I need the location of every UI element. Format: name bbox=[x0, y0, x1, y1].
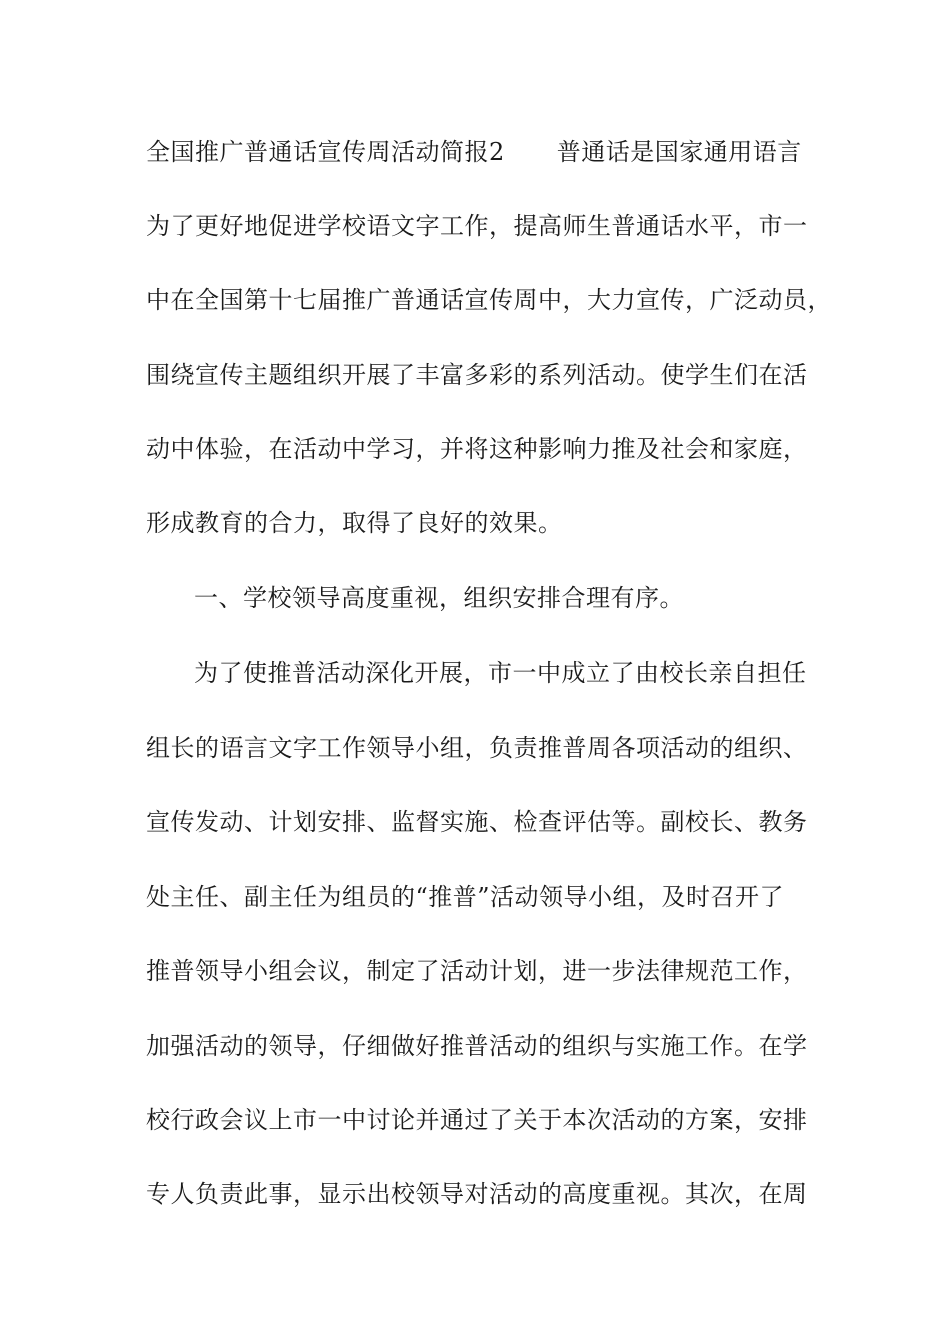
paragraph-line: 中在全国第十七届推广普通话宣传周中，大力宣传，广泛动员， bbox=[146, 286, 832, 314]
paragraph-line: 为了使推普活动深化开展，市一中成立了由校长亲自担任 bbox=[194, 659, 807, 687]
paragraph-line: 宣传发动、计划安排、监督实施、检查评估等。副校长、教务 bbox=[146, 808, 808, 836]
paragraph-line: 组长的语言文字工作领导小组，负责推普周各项活动的组织、 bbox=[146, 734, 808, 762]
paragraph-line: 形成教育的合力，取得了良好的效果。 bbox=[146, 509, 563, 537]
paragraph-line: 加强活动的领导，仔细做好推普活动的组织与实施工作。在学 bbox=[146, 1032, 808, 1060]
paragraph-line: 围绕宣传主题组织开展了丰富多彩的系列活动。使学生们在活 bbox=[146, 361, 808, 389]
paragraph-line: 为了更好地促进学校语文字工作，提高师生普通话水平，市一 bbox=[146, 212, 808, 240]
paragraph-line: 推普领导小组会议，制定了活动计划，进一步法律规范工作， bbox=[146, 957, 808, 985]
first-line bbox=[146, 132, 836, 172]
paragraph-line: 校行政会议上市一中讨论并通过了关于本次活动的方案，安排 bbox=[146, 1106, 808, 1134]
paragraph-line: 专人负责此事，显示出校领导对活动的高度重视。其次，在周 bbox=[146, 1180, 808, 1208]
paragraph-line: 处主任、副主任为组员的“推普”活动领导小组，及时召开了 bbox=[146, 883, 785, 911]
section-heading: 一、学校领导高度重视，组织安排合理有序。 bbox=[194, 584, 684, 612]
paragraph-line: 动中体验，在活动中学习，并将这种影响力推及社会和家庭， bbox=[146, 435, 808, 463]
document-title: 全国推广普通话宣传周活动简报2 bbox=[146, 138, 505, 166]
paragraph-line: 普通话是国家通用语言 bbox=[556, 138, 802, 166]
